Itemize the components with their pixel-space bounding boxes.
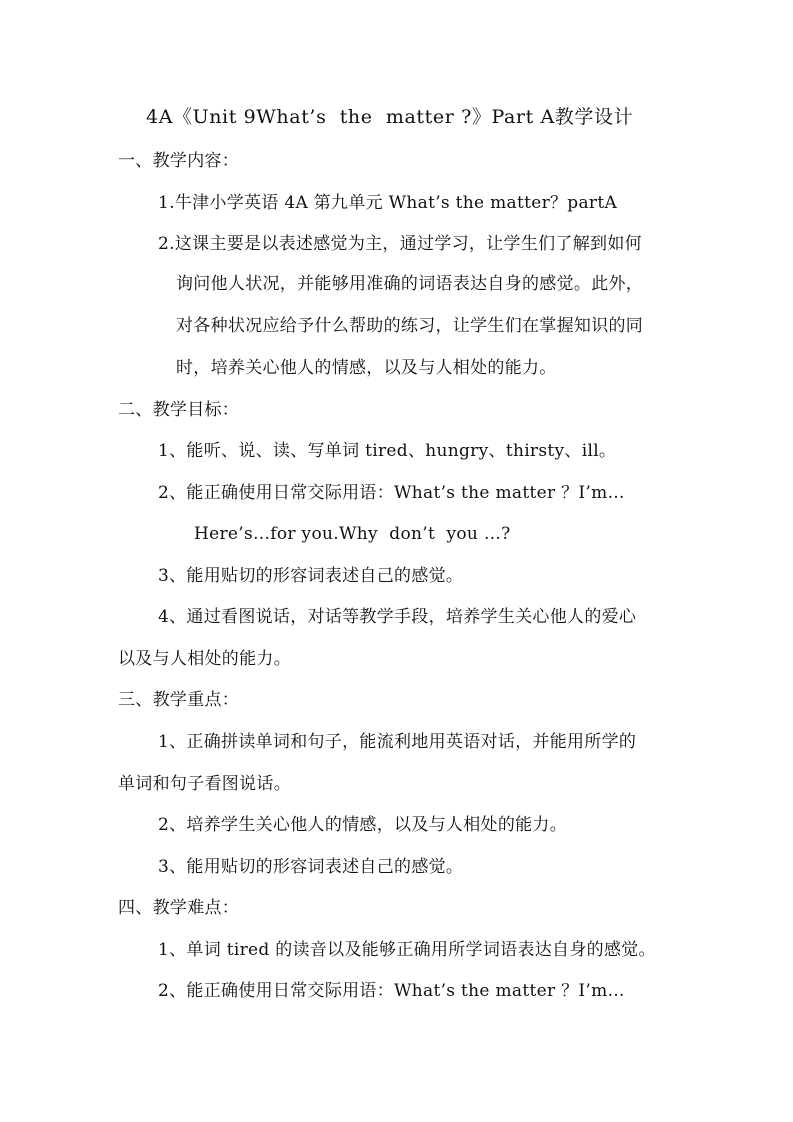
body-line: 1、单词 tired 的读音以及能够正确用所学词语表达自身的感觉。 [158, 940, 656, 960]
body-line: 2、培养学生关心他人的情感，以及与人相处的能力。 [158, 815, 568, 835]
body-line: 单词和句子看图说话。 [118, 774, 291, 794]
body-line: Here’s…for you.Why don’t you …? [194, 524, 511, 544]
body-line: 以及与人相处的能力。 [118, 649, 291, 669]
body-line: 3、能用贴切的形容词表述自己的感觉。 [158, 857, 464, 877]
section-heading: 三、教学重点： [118, 690, 240, 710]
body-line: 对各种状况应给予什么帮助的练习，让学生们在掌握知识的同 [176, 316, 644, 336]
section-heading: 一、教学内容： [118, 151, 240, 171]
body-line: 1、正确拼读单词和句子，能流利地用英语对话，并能用所学的 [158, 732, 637, 752]
body-line: 4、通过看图说话，对话等教学手段，培养学生关心他人的爱心 [158, 607, 637, 627]
body-line: 1、能听、说、读、写单词 tired、hungry、thirsty、ill。 [158, 441, 617, 461]
body-line: 3、能用贴切的形容词表述自己的感觉。 [158, 566, 464, 586]
section-heading: 二、教学目标： [118, 400, 240, 420]
section-heading: 四、教学难点： [118, 898, 240, 918]
document-title: 4A《Unit 9What’s the matter ?》Part A教学设计 [146, 106, 634, 128]
body-line: 询问他人状况，并能够用准确的词语表达自身的感觉。此外， [176, 274, 644, 294]
body-line: 1.牛津小学英语 4A 第九单元 What’s the matter？partA [158, 193, 618, 213]
body-line: 2、能正确使用日常交际用语：What’s the matter ？I’m… [158, 483, 625, 503]
body-line: 时，培养关心他人的情感，以及与人相处的能力。 [176, 358, 557, 378]
body-line: 2.这课主要是以表述感觉为主，通过学习，让学生们了解到如何 [158, 234, 642, 254]
body-line: 2、能正确使用日常交际用语：What’s the matter ？I’m… [158, 981, 625, 1001]
